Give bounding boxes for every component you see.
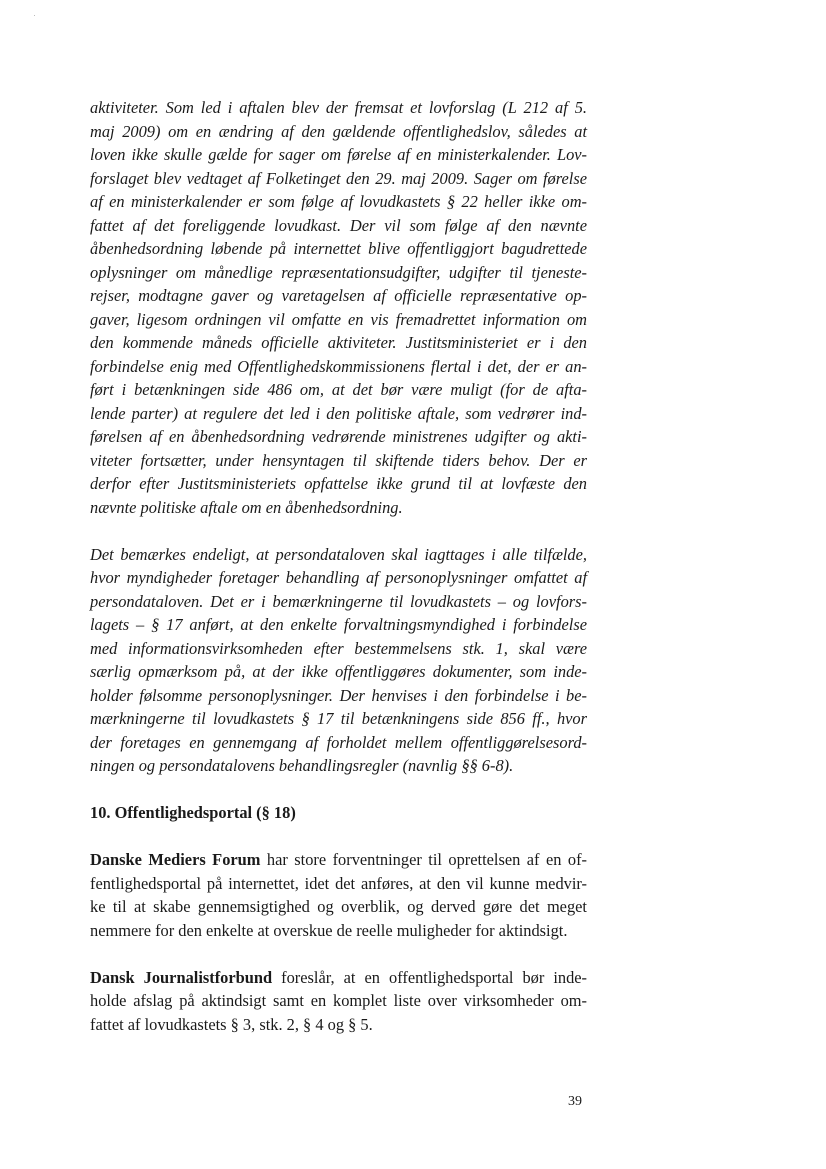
organization-name: Dansk Journalistforbund [90, 967, 273, 987]
text-line: nævnte politiske aftale om en åbenhedsordning. [90, 497, 403, 517]
text-line: fattet af lovudkastets § 3, stk. 2, § 4 og § 5. [90, 1014, 373, 1034]
text-line: nemmere for den enkelte at overskue de reelle muligheder for aktindsigt. [90, 920, 568, 940]
text-line: ført i betænkningen side 486 om, at det bør være muligt (for de afta- [90, 380, 587, 399]
text-line: med informationsvirksomheden efter bestemmelsens stk. 1, skal være [90, 638, 587, 658]
text-line: maj 2009) om en ændring af den gældende offentlighedslov, således at [90, 121, 587, 141]
text-line: holde afslag på aktindsigt samt en komplet liste over virksomheder om- [90, 991, 587, 1010]
text-line: hvor myndigheder foretager behandling af personoplysninger omfattet af [90, 568, 587, 587]
text-line: den kommende måneds officielle aktiviteter. Justitsministeriet er i den [90, 333, 587, 352]
text-line: ke til at skabe gennemsigtighed og overblik, og derved gøre det meget [90, 897, 587, 916]
text-line: særlig opmærksom på, at der ikke offentliggøres dokumenter, som inde- [90, 662, 587, 681]
text-line: holder følsomme personoplysninger. Der henvises i den forbindelse i be- [90, 685, 587, 705]
text-line: Det bemærkes endeligt, at persondataloven skal iagttages i alle tilfælde, [90, 544, 587, 564]
paragraph-spacer [90, 778, 587, 802]
text-line: aktiviteter. Som led i aftalen blev der fremsat et lovforslag (L 212 af 5. [90, 98, 587, 117]
paragraph-spacer [90, 519, 587, 543]
text-line: mærkningerne til lovudkastets § 17 til betænkningens side 856 ff., hvor [90, 709, 587, 728]
text-line: lagets – § 17 anført, at den enkelte forvaltningsmyndighed i forbindelse [90, 615, 587, 634]
text-line: forbindelse enig med Offentlighedskommissionens flertal i det, der er an- [90, 356, 587, 376]
text-line [90, 966, 587, 990]
paragraph-spacer [90, 825, 587, 849]
paragraph-ministerkalender [90, 96, 587, 519]
paragraph-spacer [90, 942, 587, 966]
paragraph-dansk-journalistforbund [90, 966, 587, 1037]
text-line: fattet af det foreliggende lovudkast. Der vil som følge af den nævnte [90, 215, 587, 235]
section-heading: 10. Offentlighedsportal (§ 18) [90, 803, 296, 822]
document-page [90, 96, 587, 1036]
text-line: af en ministerkalender er som følge af lovudkastets § 22 heller ikke om- [90, 192, 587, 211]
text-line: oplysninger om månedlige repræsentationsudgifter, udgifter til tjeneste- [90, 262, 587, 282]
text-line: gaver, ligesom ordningen vil omfatte en vis fremadrettet information om [90, 309, 587, 329]
text-line: persondataloven. Det er i bemærkningerne til lovudkastets – og lovfors- [90, 591, 587, 611]
page-number: 39 [568, 1094, 582, 1109]
line-text: foreslår, at en offentlighedsportal bør inde- [272, 967, 588, 987]
text-line: rejser, modtagne gaver og varetagelsen af officielle repræsentative op- [90, 286, 587, 305]
line-text: har store forventninger til oprettelsen af en of- [260, 850, 587, 869]
text-line [90, 848, 587, 872]
organization-name: Danske Mediers Forum [90, 850, 261, 869]
text-line: fentlighedsportal på internettet, idet det anføres, at den vil kunne medvir- [90, 873, 587, 893]
scan-speck [34, 15, 35, 16]
text-line: der foretages en gennemgang af forholdet mellem offentliggørelsesord- [90, 732, 587, 752]
text-line: derfor efter Justitsministeriets opfattelse ikke grund til at lovfæste den [90, 474, 587, 493]
text-line: forslaget blev vedtaget af Folketinget den 29. maj 2009. Sager om førelse [90, 168, 587, 188]
paragraph-persondataloven [90, 543, 587, 778]
text-line: åbenhedsordning løbende på internettet blive offentliggjort bagudrettede [90, 239, 587, 258]
text-line: lende parter) at regulere det led i den politiske aftale, som vedrører ind- [90, 403, 587, 423]
text-line: ningen og persondatalovens behandlingsregler (navnlig §§ 6-8). [90, 756, 514, 775]
text-line: førelsen af en åbenhedsordning vedrørende ministrenes udgifter og akti- [90, 427, 587, 446]
paragraph-danske-mediers-forum [90, 848, 587, 942]
text-line: viteter fortsætter, under hensyntagen til skiftende tiders behov. Der er [90, 450, 587, 470]
text-line: loven ikke skulle gælde for sager om førelse af en ministerkalender. Lov- [90, 145, 587, 164]
